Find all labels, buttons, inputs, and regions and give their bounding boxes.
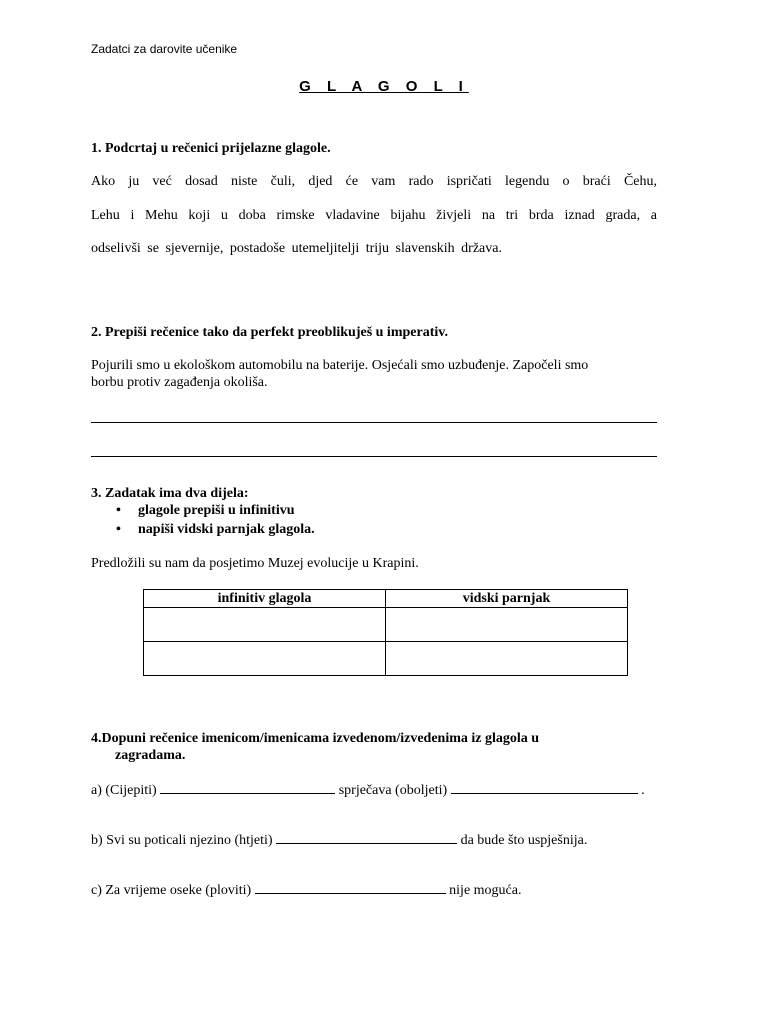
task1-line-3: odselivši se sjevernije, postadoše utemeljitelji triju slavenskih država. bbox=[91, 241, 502, 256]
answer-line-1[interactable] bbox=[91, 422, 657, 423]
task3-sentence: Predložili su nam da posjetimo Muzej evolucije u Krapini. bbox=[91, 556, 419, 571]
table-cell[interactable] bbox=[144, 642, 386, 676]
task1-line-2: Lehu i Mehu koji u doba rimske vladavine bijahu živjeli na tri brda iznad grada, a bbox=[91, 208, 657, 223]
table-header-infinitive: infinitiv glagola bbox=[144, 590, 386, 608]
table-row bbox=[144, 642, 628, 676]
blank-field[interactable] bbox=[255, 881, 446, 894]
blank-field[interactable] bbox=[160, 781, 335, 794]
bullet-icon: • bbox=[116, 522, 121, 537]
task2-heading: 2. Prepiši rečenice tako da perfekt preoblikuješ u imperativ. bbox=[91, 325, 448, 340]
task3-bullet-2: • napiši vidski parnjak glagola. bbox=[116, 522, 315, 537]
table-cell[interactable] bbox=[386, 642, 628, 676]
task3-bullet-list bbox=[91, 503, 315, 541]
task4-item-b: b) Svi su poticali njezino (htjeti) da bude što uspješnija. bbox=[91, 833, 588, 848]
table-cell[interactable] bbox=[386, 608, 628, 642]
answer-line-2[interactable] bbox=[91, 456, 657, 457]
table-header-aspect-pair: vidski parnjak bbox=[386, 590, 628, 608]
task2-text-line-2: borbu protiv zagađenja okoliša. bbox=[91, 375, 268, 390]
blank-field[interactable] bbox=[451, 781, 638, 794]
verb-table bbox=[143, 589, 628, 676]
table-row bbox=[144, 608, 628, 642]
page-header: Zadatci za darovite učenike bbox=[91, 42, 238, 56]
task4-heading-line-1: 4.Dopuni rečenice imenicom/imenicama izvedenom/izvedenima iz glagola u bbox=[91, 731, 540, 746]
task1-line-1: Ako ju već dosad niste čuli, djed će vam rado ispričati legendu o braći Čehu, bbox=[91, 174, 657, 189]
task4-item-c: c) Za vrijeme oseke (ploviti) nije moguća. bbox=[91, 883, 522, 898]
task1-heading: 1. Podcrtaj u rečenici prijelazne glagole. bbox=[91, 141, 331, 156]
task2-text-line-1: Pojurili smo u ekološkom automobilu na baterije. Osjećali smo uzbuđenje. Započeli smo bbox=[91, 358, 589, 373]
bullet-icon: • bbox=[116, 503, 121, 518]
task3-heading: 3. Zadatak ima dva dijela: bbox=[91, 486, 249, 501]
task4-item-a: a) (Cijepiti) sprječava (oboljeti) . bbox=[91, 783, 645, 798]
table-cell[interactable] bbox=[144, 608, 386, 642]
page-title: G L A G O L I bbox=[299, 78, 469, 95]
task4-heading-line-2: zagradama. bbox=[115, 748, 186, 763]
blank-field[interactable] bbox=[276, 831, 457, 844]
task3-bullet-1: • glagole prepiši u infinitivu bbox=[116, 503, 295, 518]
